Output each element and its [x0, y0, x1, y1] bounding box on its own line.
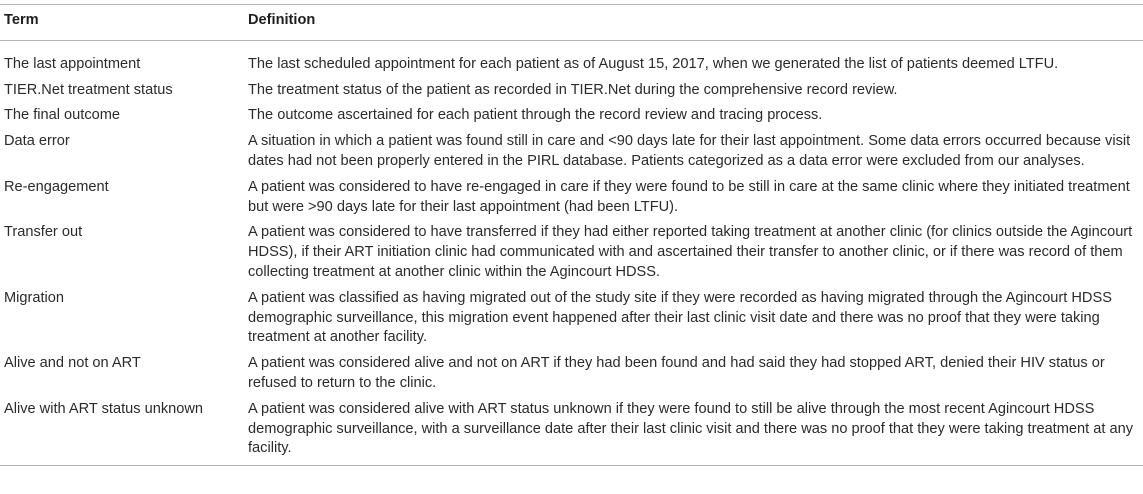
definition-cell: The outcome ascertained for each patient through the record review and tracing process. [248, 107, 823, 124]
term-cell: Alive and not on ART [4, 355, 141, 372]
term-cell: Data error [4, 133, 70, 150]
table-row [0, 287, 1143, 352]
term-cell: The final outcome [4, 107, 121, 124]
table-row [0, 398, 1143, 466]
table-header [0, 5, 1143, 41]
definition-cell: A patient was considered to have transferred if they had either reported taking treatment at another clinic (for clinics outside the Agincourt HDSS), if their ART initiation clinic had communicated with and ascertained their transfer to another clinic, or if there was record of them collecting treatment at another clinic within the Agincourt HDSS. [248, 224, 1133, 280]
definition-cell: The last scheduled appointment for each patient as of August 15, 2017, when we generated the list of patients deemed LTFU. [248, 55, 1059, 72]
table-row [0, 40, 1143, 78]
table-row [0, 221, 1143, 286]
term-cell: Migration [4, 289, 65, 306]
table-row [0, 130, 1143, 176]
table-row [0, 176, 1143, 222]
header-term: Term [0, 5, 248, 41]
table-row [0, 104, 1143, 130]
definition-cell: A patient was considered alive with ART status unknown if they were found to still be alive through the most recent Agincourt HDSS demographic surveillance, with a surveillance date after their last clinic visit and there was no proof that they were taking treatment at any facility. [248, 398, 1143, 466]
table-row [0, 352, 1143, 398]
term-cell: Re-engagement [4, 178, 109, 195]
table-body [0, 40, 1143, 465]
header-definition: Definition [248, 5, 1143, 41]
definition-cell: The treatment status of the patient as recorded in TIER.Net during the comprehensive record review. [248, 81, 898, 98]
definition-cell: A patient was considered alive and not on ART if they had been found and had said they had stopped ART, denied their HIV status or refused to return to the clinic. [248, 355, 1105, 391]
header-row [0, 5, 1143, 41]
term-cell: The last appointment [4, 55, 141, 72]
definition-cell: A patient was considered to have re-engaged in care if they were found to be still in care at the same clinic where they initiated treatment but were >90 days late for their last appointment (had been LTFU). [248, 178, 1130, 215]
table-row [0, 79, 1143, 105]
term-cell: Transfer out [4, 224, 83, 241]
definition-cell: A patient was classified as having migrated out of the study site if they were recorded as having migrated through the Agincourt HDSS demographic surveillance, this migration event happened after their last clinic visit date and there was no proof that they were taking treatment at another facility. [248, 289, 1112, 346]
term-cell: TIER.Net treatment status [4, 81, 173, 98]
term-cell: Alive with ART status unknown [0, 398, 248, 466]
definitions-table [0, 4, 1143, 466]
definition-cell: A situation in which a patient was found still in care and <90 days late for their last appointment. Some data errors occurred because visit dates had not been properly entered in the PIRL database. Patients categorized as a data error were excluded from our analyses. [248, 133, 1131, 169]
